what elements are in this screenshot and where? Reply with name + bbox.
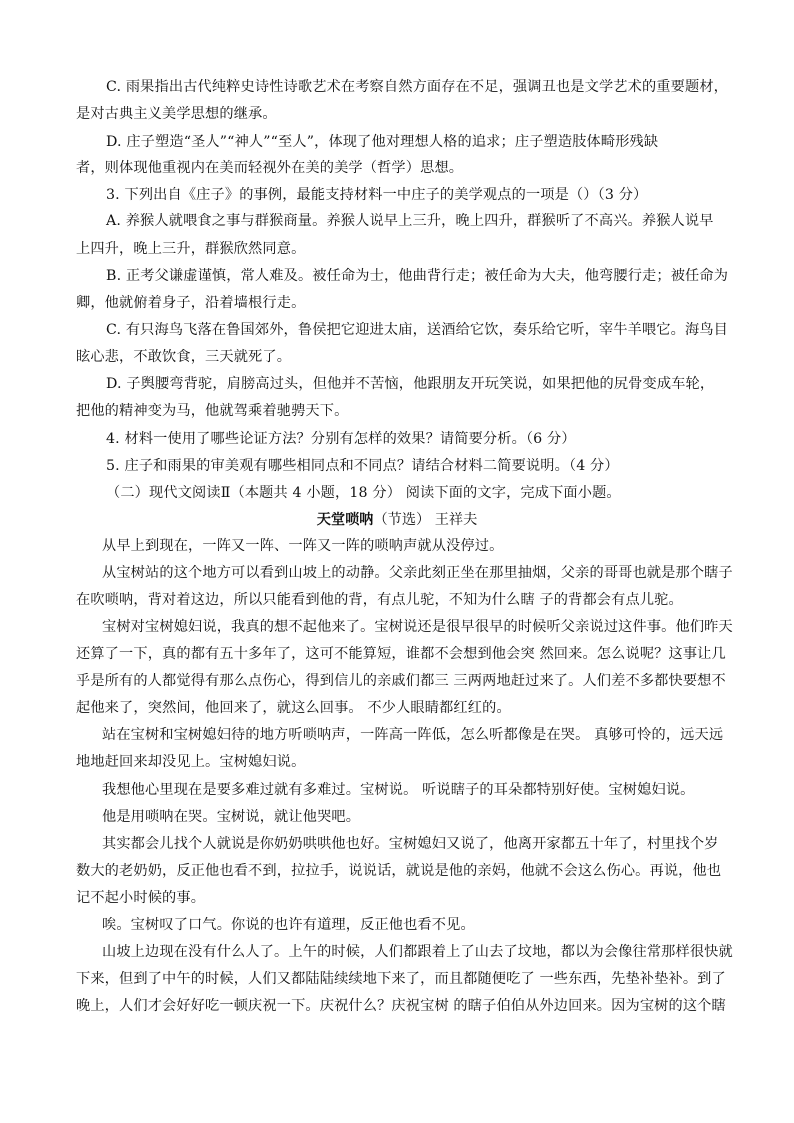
question-4: 4. 材料一使用了哪些论证方法？分别有怎样的效果？请简要分析。（6 分）: [106, 431, 576, 447]
passage-paragraph: 我想他心里现在是要多难过就有多难过。宝树说。 听说瞎子的耳朵都特别好使。宝树媳妇说。: [102, 782, 695, 798]
q3-option-d-line-1: D. 子舆腰弯背驼，肩膀高过头，但他并不苦恼，他跟朋友开玩笑说，如果把他的尻骨变成车轮，: [106, 376, 715, 392]
q3-option-b-line-2: 卿，他就俯着身子，沿着墙根行走。: [76, 295, 306, 311]
q3-option-d-line-2: 把他的精神变为马，他就驾乘着驰骋天下。: [76, 403, 349, 419]
passage-paragraph: 从宝树站的这个地方可以看到山坡上的动静。父亲此刻正坐在那里抽烟，父亲的哥哥也就是那个瞎子: [102, 565, 733, 581]
passage-paragraph: 其实都会儿找个人就说是你奶奶哄哄他也好。宝树媳妇又说了，他离开家都五十年了，村里找个岁: [102, 836, 719, 852]
section-heading: （二）现代文阅读Ⅱ（本题共 4 小题，18 分） 阅读下面的文字，完成下面小题。: [106, 485, 621, 501]
passage-line: 数大的老奶奶，反正他也看不到，拉拉手，说说话，就说是他的亲妈，他就不会这么伤心。再说，他也: [76, 863, 722, 879]
passage-paragraph: 他是用唢呐在哭。宝树说，就让他哭吧。: [102, 809, 361, 825]
q3-option-c-line-2: 眩心悲，不敢饮食，三天就死了。: [76, 349, 292, 365]
question-3: 3. 下列出自《庄子》的事例，最能支持材料一中庄子的美学观点的一项是（）（3 分）: [106, 187, 648, 203]
passage-line: 还算了一下，真的都有五十多年了，这可不能算短，谁都不会想到他会突 然回来。怎么说呢？这事让几: [76, 646, 726, 662]
passage-title: [0, 510, 794, 530]
passage-title-author: （节选） 王祥夫: [373, 512, 478, 528]
passage-paragraph: 站在宝树和宝树媳妇待的地方听唢呐声，一阵高一阵低，怎么听都像是在哭。 真够可怜的，远天远: [102, 727, 724, 743]
q3-option-a-line-1: A. 养猴人就喂食之事与群猴商量。养猴人说早上三升，晚上四升，群猴听了不高兴。养猴人说早: [106, 213, 714, 229]
option-d-line-2: 者，则体现他重视内在美而轻视外在美的美学（哲学）思想。: [76, 160, 464, 176]
passage-title-name: 天堂唢呐: [316, 512, 374, 528]
passage-paragraph: 宝树对宝树媳妇说，我真的想不起他来了。宝树说还是很早很早的时候听父亲说过这件事。他们昨天: [102, 619, 733, 635]
passage-line: 乎是所有的人都觉得有那么点伤心，得到信儿的亲戚们都三 三两两地赶过来了。人们差不多都快要想不: [76, 673, 726, 689]
q3-option-a-line-2: 上四升，晚上三升，群猴欣然同意。: [76, 241, 306, 257]
passage-paragraph: 唉。宝树叹了口气。你说的也许有道理，反正他也看不见。: [102, 917, 475, 933]
passage-line: 晚上，人们才会好好吃一顿庆祝一下。庆祝什么？庆祝宝树 的瞎子伯伯从外边回来。因为宝树的这个瞎: [76, 998, 726, 1014]
passage-line: 记不起小时候的事。: [76, 890, 206, 906]
option-d-line-1: D. 庄子塑造“圣人”“神人”“至人”，体现了他对理想人格的追求；庄子塑造肢体畸形残缺: [106, 134, 659, 150]
passage-line: 起他来了，突然间，他回来了，就这么回事。 不少人眼睛都红红的。: [76, 700, 511, 716]
option-c-line-2: 是对古典主义美学思想的继承。: [76, 106, 277, 122]
passage-line: 地地赶回来却没见上。宝树媳妇说。: [76, 754, 306, 770]
passage-paragraph: 山坡上边现在没有什么人了。上午的时候，人们都跟着上了山去了坟地，都以为会像往常那样很快就: [102, 944, 733, 960]
q3-option-b-line-1: B. 正考父谦虚谨慎，常人难及。被任命为士，他曲背行走；被任命为大夫，他弯腰行走；被任命为: [106, 268, 729, 284]
passage-line: 在吹唢呐，背对着这边，所以只能看到他的背，有点儿驼，不知为什么瞎 子的背都会有点儿驼。: [76, 592, 683, 608]
question-5: 5. 庄子和雨果的审美观有哪些相同点和不同点？请结合材料二简要说明。（4 分）: [106, 458, 619, 474]
passage-line: 下来，但到了中午的时候，人们又都陆陆续续地下来了，而且都随便吃了 一些东西，先垫补垫补。到了: [76, 971, 726, 987]
passage-paragraph: 从早上到现在，一阵又一阵、一阵又一阵的唢呐声就从没停过。: [102, 538, 504, 554]
option-c-line-1: C. 雨果指出古代纯粹史诗性诗歌艺术在考察自然方面存在不足，强调丑也是文学艺术的重要题材，: [106, 79, 728, 95]
q3-option-c-line-1: C. 有只海鸟飞落在鲁国郊外，鲁侯把它迎进太庙，送酒给它饮，奏乐给它听，宰牛羊喂它。海鸟目: [106, 322, 728, 338]
